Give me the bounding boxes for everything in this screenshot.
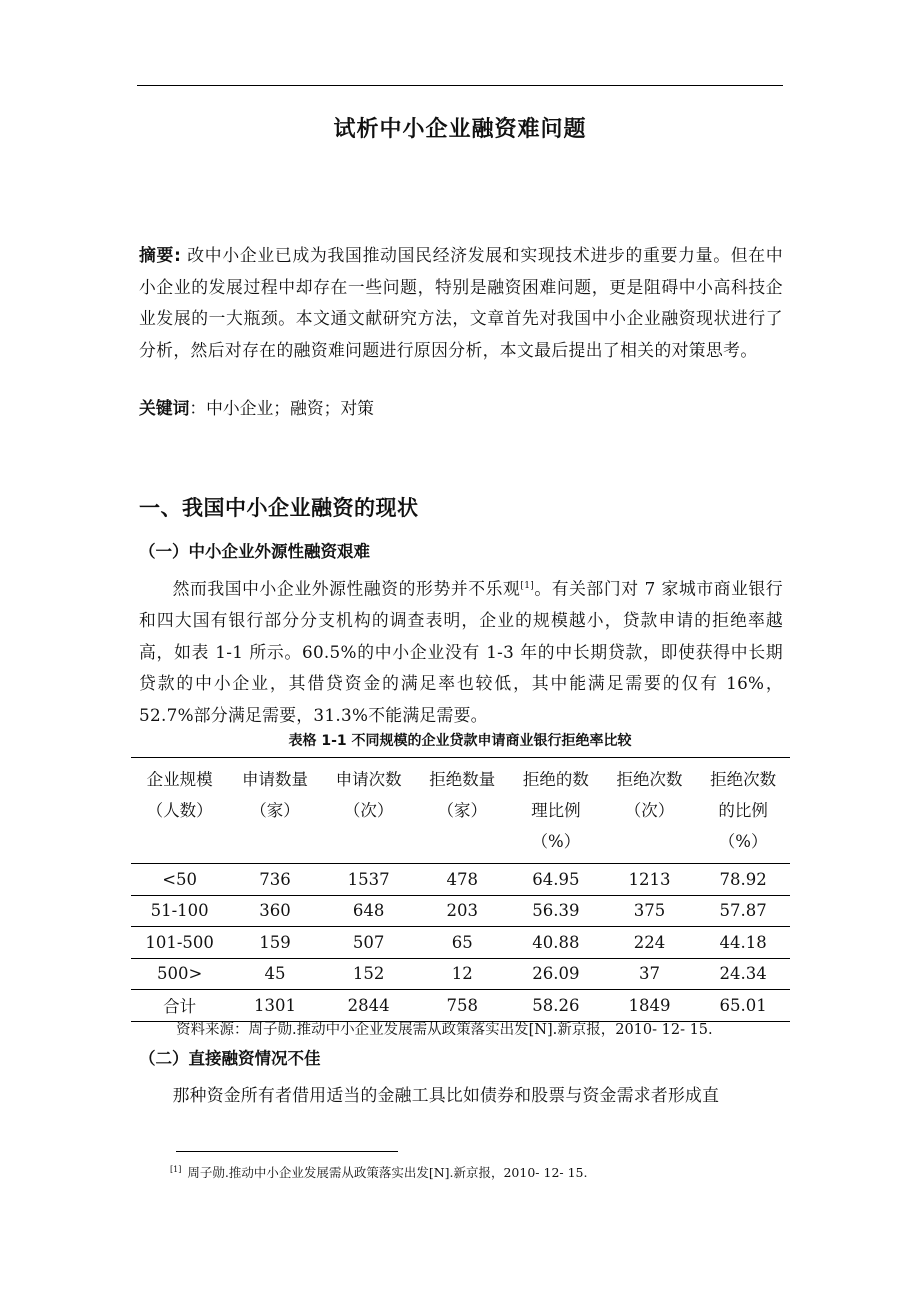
abstract bbox=[139, 240, 783, 366]
paragraph-text-b: 。有关部门对 7 家城市商业银行和四大国有银行部分分支机构的调查表明，企业的规模越小，贷款申请的拒绝率越高，如表 1-1 所示。60.5%的中小企业没有 1-3 年的中长期贷款，即使获得中长期贷款的中小企业，其借贷资金的满足率也较低，其中能满足需要的仅有 16%，52.7%部分满足需要，31.3%不能满足需要。 bbox=[139, 578, 783, 725]
table-cell: 57.87 bbox=[696, 895, 790, 927]
table-cell: 203 bbox=[415, 895, 509, 927]
table-cell: 152 bbox=[322, 958, 416, 990]
table-row bbox=[131, 895, 790, 927]
keywords-text: ：中小企业；融资；对策 bbox=[189, 398, 374, 418]
abstract-label: 摘要: bbox=[139, 245, 182, 265]
table-cell: 合计 bbox=[131, 990, 228, 1022]
table-cell: 500> bbox=[131, 958, 228, 990]
table-cell: 44.18 bbox=[696, 927, 790, 959]
table-cell: 1301 bbox=[228, 990, 322, 1022]
table-cell: 1537 bbox=[322, 864, 416, 896]
table-cell: 360 bbox=[228, 895, 322, 927]
keywords-label: 关键词 bbox=[139, 398, 190, 418]
table-header-cell: 拒绝次数 的比例 （%） bbox=[710, 770, 777, 851]
table-row bbox=[131, 927, 790, 959]
data-table bbox=[131, 757, 790, 1022]
table-cell: 478 bbox=[415, 864, 509, 896]
table-cell: 26.09 bbox=[509, 958, 603, 990]
section-heading: 一、我国中小企业融资的现状 bbox=[139, 496, 419, 520]
table-cell: 1213 bbox=[603, 864, 697, 896]
table-cell: 40.88 bbox=[509, 927, 603, 959]
table-cell: 58.26 bbox=[509, 990, 603, 1022]
table-cell: 2844 bbox=[322, 990, 416, 1022]
table-caption: 表格 1-1 不同规模的企业贷款申请商业银行拒绝率比较 bbox=[288, 733, 632, 749]
footnote-rule bbox=[176, 1151, 398, 1152]
table-cell: 758 bbox=[415, 990, 509, 1022]
table-header-cell: 企业规模 （人数） bbox=[146, 770, 213, 820]
table-cell: 24.34 bbox=[696, 958, 790, 990]
table-row bbox=[131, 958, 790, 990]
header-rule bbox=[137, 85, 783, 86]
footnote-reference[interactable]: [1] bbox=[520, 581, 535, 591]
table-header-cell: 拒绝数量 （家） bbox=[429, 770, 496, 820]
keywords bbox=[139, 396, 374, 420]
table-cell: 375 bbox=[603, 895, 697, 927]
table-source: 资料来源：周子勋.推动中小企业发展需从政策落实出发[N].新京报，2010- 12- 15. bbox=[176, 1022, 713, 1038]
table-cell: <50 bbox=[131, 864, 228, 896]
abstract-text: 改中小企业已成为我国推动国民经济发展和实现技术进步的重要力量。但在中小企业的发展过程中却存在一些问题，特别是融资困难问题，更是阻碍中小高科技企业发展的一大瓶颈。本文通文献研究方法，文章首先对我国中小企业融资现状进行了分析，然后对存在的融资难问题进行原因分析，本文最后提出了相关的对策思考。 bbox=[139, 245, 783, 360]
table-cell: 45 bbox=[228, 958, 322, 990]
table-cell: 1849 bbox=[603, 990, 697, 1022]
document-title: 试析中小企业融资难问题 bbox=[333, 117, 587, 142]
table-cell: 64.95 bbox=[509, 864, 603, 896]
table-header-cell: 拒绝次数 （次） bbox=[616, 770, 683, 820]
table-cell: 78.92 bbox=[696, 864, 790, 896]
table-row bbox=[131, 990, 790, 1022]
footnote-mark: [1] bbox=[170, 1164, 182, 1174]
subsection-heading-1: （一）中小企业外源性融资艰难 bbox=[139, 542, 370, 561]
table-cell: 65 bbox=[415, 927, 509, 959]
footnote-text: 周子勋.推动中小企业发展需从政策落实出发[N].新京报，2010- 12- 15. bbox=[187, 1165, 588, 1180]
table-cell: 101-500 bbox=[131, 927, 228, 959]
footnote bbox=[170, 1163, 587, 1181]
subsection-heading-2: （二）直接融资情况不佳 bbox=[139, 1049, 321, 1068]
table-header-cell: 申请数量 （家） bbox=[242, 770, 309, 820]
table-header-cell: 申请次数 （次） bbox=[335, 770, 402, 820]
table-cell: 648 bbox=[322, 895, 416, 927]
table-cell: 37 bbox=[603, 958, 697, 990]
table-cell: 507 bbox=[322, 927, 416, 959]
paragraph-text-a: 然而我国中小企业外源性融资的形势并不乐观 bbox=[172, 578, 521, 599]
table-cell: 51-100 bbox=[131, 895, 228, 927]
table-cell: 736 bbox=[228, 864, 322, 896]
table-header-cell: 拒绝的数 理比例 （%） bbox=[522, 770, 589, 851]
body-paragraph-2: 那种资金所有者借用适当的金融工具比如债券和股票与资金需求者形成直 bbox=[172, 1085, 720, 1105]
table-cell: 224 bbox=[603, 927, 697, 959]
table-cell: 65.01 bbox=[696, 990, 790, 1022]
table-cell: 56.39 bbox=[509, 895, 603, 927]
table-row bbox=[131, 864, 790, 896]
table-cell: 12 bbox=[415, 958, 509, 990]
table-cell: 159 bbox=[228, 927, 322, 959]
body-paragraph-1 bbox=[139, 571, 783, 731]
table-header-row bbox=[131, 758, 790, 864]
